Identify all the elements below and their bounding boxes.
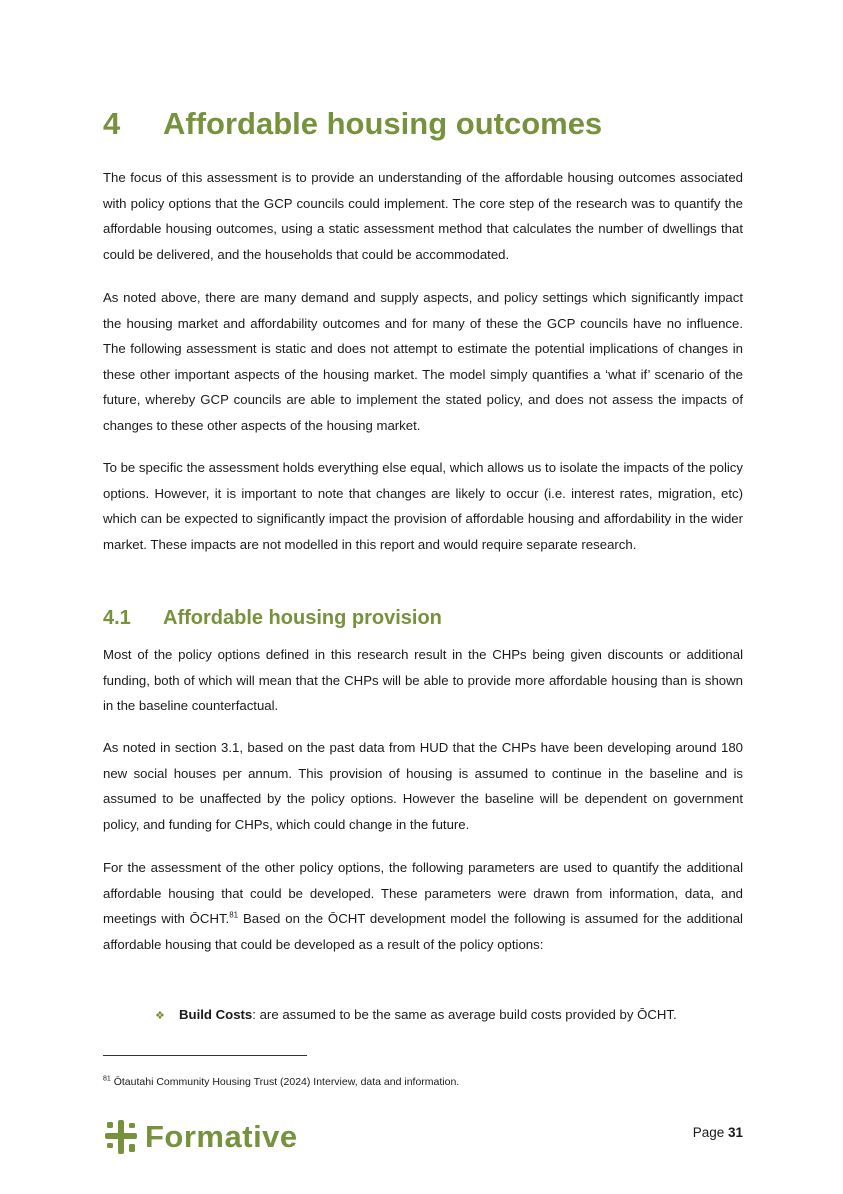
footnote-reference[interactable]: 81	[229, 910, 239, 920]
bullet-item-build-costs	[155, 1002, 755, 1030]
page-number	[693, 1125, 743, 1140]
footnote	[103, 1074, 743, 1090]
chapter-title: Affordable housing outcomes	[163, 106, 603, 141]
footnote-number: 81	[103, 1075, 111, 1083]
page-number-value: 31	[727, 1125, 743, 1140]
footnote-text: Ōtautahi Community Housing Trust (2024) Interview, data and information.	[110, 1076, 460, 1088]
bullet-text: : are assumed to be the same as average build costs provided by ŌCHT.	[252, 1007, 677, 1022]
formative-logo	[103, 1117, 298, 1157]
chapter-number: 4	[103, 106, 121, 141]
section-title: Affordable housing provision	[163, 607, 442, 629]
formative-logo-icon	[103, 1118, 139, 1156]
section-number: 4.1	[103, 607, 131, 629]
formative-logo-text: Formative	[145, 1119, 298, 1154]
paragraph-parameters	[103, 855, 743, 957]
paragraph-policy-options: Most of the policy options defined in this research result in the CHPs being given discounts or additional funding, both of which will mean that the CHPs will be able to provide more affordable housing than is shown in the baseline counterfactual.	[103, 647, 743, 714]
paragraph-demand-supply: As noted above, there are many demand and supply aspects, and policy settings which significantly impact the housing market and affordability outcomes and for many of these the GCP councils have no influence. The following assessment is static and does not attempt to estimate the potential implications of changes in these other important aspects of the housing market. The model simply quantifies a ‘what if’ scenario of the future, whereby GCP councils are able to implement the stated policy, and does not assess the impacts of changes to these other aspects of the housing market.	[103, 290, 743, 433]
chapter-heading	[103, 103, 763, 145]
section-heading	[103, 604, 763, 632]
footnote-divider	[103, 1055, 307, 1056]
paragraph-equal-assumption: To be specific the assessment holds everything else equal, which allows us to isolate the impacts of the policy options. However, it is important to note that changes are likely to occur (i.e. interest rates, migration, etc) which can be expected to significantly impact the provision of affordable housing and affordability in the wider market. These impacts are not modelled in this report and would require separate research.	[103, 460, 743, 552]
bullet-term: Build Costs	[179, 1007, 253, 1022]
paragraph-parameters-part2: Based on the ŌCHT development model the following is assumed for the additional affordable housing that could be developed as a result of the policy options:	[103, 911, 743, 952]
paragraph-baseline: As noted in section 3.1, based on the past data from HUD that the CHPs have been developing around 180 new social houses per annum. This provision of housing is assumed to continue in the baseline and is assumed to be unaffected by the policy options. However the baseline will be dependent on government policy, and funding for CHPs, which could change in the future.	[103, 740, 743, 832]
diamond-bullet-icon: ❖	[155, 1010, 165, 1022]
page-label: Page	[692, 1125, 728, 1140]
paragraph-focus: The focus of this assessment is to provide an understanding of the affordable housing outcomes associated with policy options that the GCP councils could implement. The core step of the research was to quantify the affordable housing outcomes, using a static assessment method that calculates the number of dwellings that could be delivered, and the households that could be accommodated.	[103, 170, 743, 262]
paragraph-parameters-part1: For the assessment of the other policy options, the following parameters are used to quantify the additional affordable housing that could be developed. These parameters were drawn from information, data, and meetings with ŌCHT.	[103, 860, 743, 927]
